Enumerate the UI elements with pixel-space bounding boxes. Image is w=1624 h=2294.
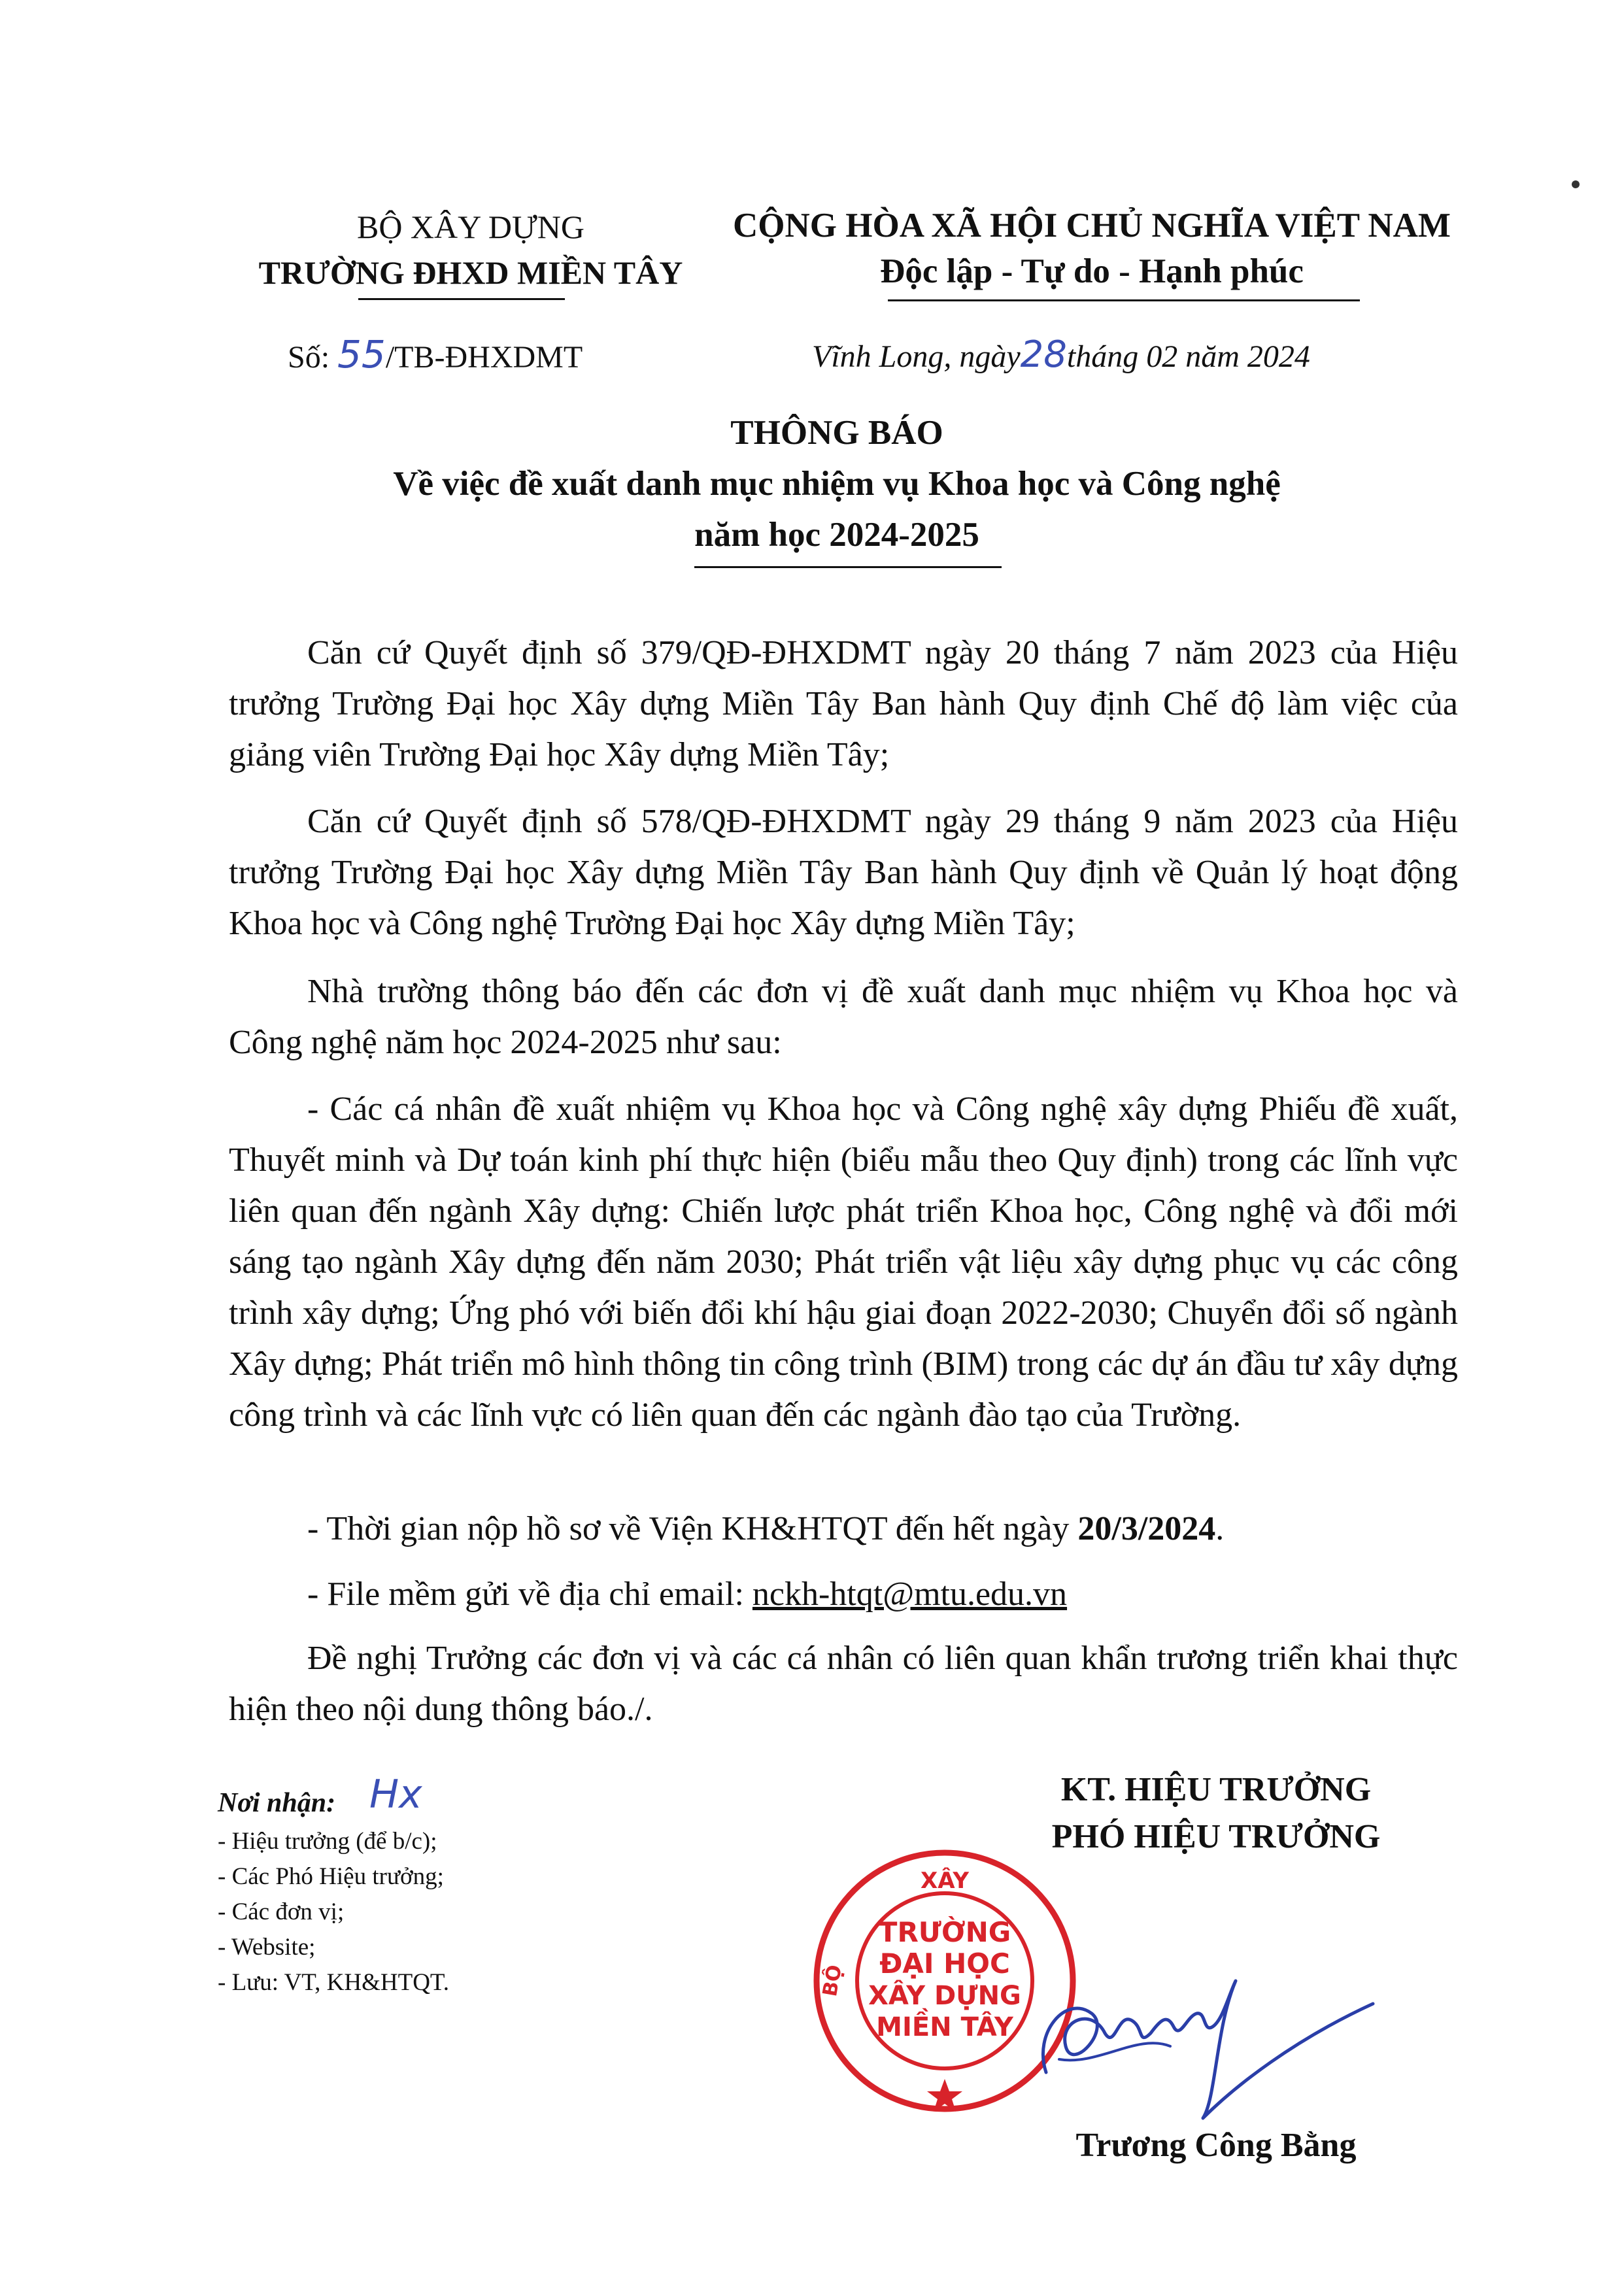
paragraph-email: [229, 1569, 1458, 1620]
stamp-line-2: ĐẠI HỌC: [879, 1948, 1010, 1980]
stamp-ring-left: BỘ: [819, 1963, 847, 1999]
recipient-item: - Hiệu trưởng (để b/c);: [218, 1828, 437, 1855]
recipients-label: Nơi nhận:: [218, 1788, 336, 1818]
recipient-item: - Lưu: VT, KH&HTQT.: [218, 1969, 450, 1996]
paragraph-announcement: Nhà trường thông báo đến các đơn vị đề xuất danh mục nhiệm vụ Khoa học và Công nghệ năm học 2024-2025 như sau:: [229, 973, 1458, 1061]
number-handwritten: 55: [337, 332, 386, 377]
deadline-text: - Thời gian nộp hồ sơ về Viện KH&HTQT đến hết ngày: [307, 1510, 1078, 1547]
nation-title: CỘNG HÒA XÃ HỘI CHỦ NGHĨA VIỆT NAM: [733, 207, 1451, 245]
stamp-line-3: XÂY DỰNG: [868, 1981, 1021, 2011]
place-and-date: [812, 333, 1310, 376]
recipients-initials-handwritten: Hx: [369, 1772, 422, 1817]
deadline-end: .: [1215, 1510, 1225, 1547]
signer-title-1: KT. HIỆU TRƯỞNG: [1060, 1771, 1372, 1808]
stamp-line-4: MIỀN TÂY: [876, 2012, 1013, 2042]
stamp-line-1: TRƯỜNG: [878, 1916, 1011, 1948]
paragraph-legal-basis-1: Căn cứ Quyết định số 379/QĐ-ĐHXDMT ngày 20 tháng 7 năm 2023 của Hiệu trưởng Trường Đại học Xây dựng Miền Tây Ban hành Quy định Chế độ làm việc của giảng viên Trường Đại học Xây dựng Miền Tây;: [229, 634, 1458, 773]
number-prefix: Số:: [288, 340, 330, 375]
paragraph-deadline: [229, 1504, 1458, 1555]
national-motto: Độc lập - Tự do - Hạnh phúc: [880, 252, 1304, 290]
signer-name: Trương Công Bằng: [1075, 2127, 1357, 2164]
date-prefix: Vĩnh Long, ngày: [812, 339, 1021, 374]
number-suffix: /TB-ĐHXDMT: [385, 340, 583, 375]
scan-speck: [1572, 180, 1580, 188]
date-suffix: tháng 02 năm 2024: [1066, 339, 1310, 374]
recipient-item: - Các đơn vị;: [218, 1898, 345, 1925]
notice-subject-line1: Về việc đề xuất danh mục nhiệm vụ Khoa học và Công nghệ: [393, 465, 1281, 503]
email-label: - File mềm gửi về địa chỉ email:: [307, 1576, 753, 1613]
subject-underline: [694, 566, 1002, 568]
school-underline: [358, 298, 565, 300]
notice-subject-line2: năm học 2024-2025: [694, 516, 979, 554]
stamp-ring-top: XÂY: [921, 1868, 969, 1894]
date-day-handwritten: 28: [1020, 333, 1067, 376]
paragraph-legal-basis-2: Căn cứ Quyết định số 578/QĐ-ĐHXDMT ngày 29 tháng 9 năm 2023 của Hiệu trưởng Trường Đại học Xây dựng Miền Tây Ban hành Quy định về Quản lý hoạt động Khoa học và Công nghệ Trường Đại học Xây dựng Miền Tây;: [229, 803, 1458, 942]
recipient-item: - Website;: [218, 1934, 316, 1961]
signer-title-2: PHÓ HIỆU TRƯỞNG: [1051, 1818, 1381, 1855]
paragraph-research-fields: - Các cá nhân đề xuất nhiệm vụ Khoa học và Công nghệ xây dựng Phiếu đề xuất, Thuyết minh và Dự toán kinh phí thực hiện (biểu mẫu theo Quy định) trong các lĩnh vực liên quan đến ngành Xây dựng: Chiến lược phát triển Khoa học, Công nghệ và đổi mới sáng tạo ngành Xây dựng đến năm 2030; Phát triển vật liệu xây dựng phục vụ các công trình xây dựng; Ứng phó với biến đổi khí hậu giai đoạn 2022-2030; Chuyển đổi số ngành Xây dựng; Phát triển mô hình thông tin công trình (BIM) trong các dự án đầu tư xây dựng công trình và các lĩnh vực có liên quan đến các ngành đào tạo của Trường.: [229, 1090, 1458, 1434]
recipient-item: - Các Phó Hiệu trưởng;: [218, 1863, 444, 1890]
document-number: [288, 332, 583, 377]
notice-heading: THÔNG BÁO: [730, 414, 943, 452]
email-link[interactable]: nckh-htqt@mtu.edu.vn: [752, 1576, 1068, 1613]
ministry-name: BỘ XÂY DỰNG: [356, 209, 585, 245]
motto-underline: [888, 299, 1360, 301]
paragraph-closing: Đề nghị Trưởng các đơn vị và các cá nhân có liên quan khẩn trương triển khai thực hiện theo nội dung thông báo./.: [229, 1640, 1458, 1728]
school-name: TRƯỜNG ĐHXD MIỀN TÂY: [258, 254, 683, 291]
handwritten-signature: [1020, 1935, 1386, 2131]
deadline-date: 20/3/2024: [1077, 1510, 1216, 1547]
